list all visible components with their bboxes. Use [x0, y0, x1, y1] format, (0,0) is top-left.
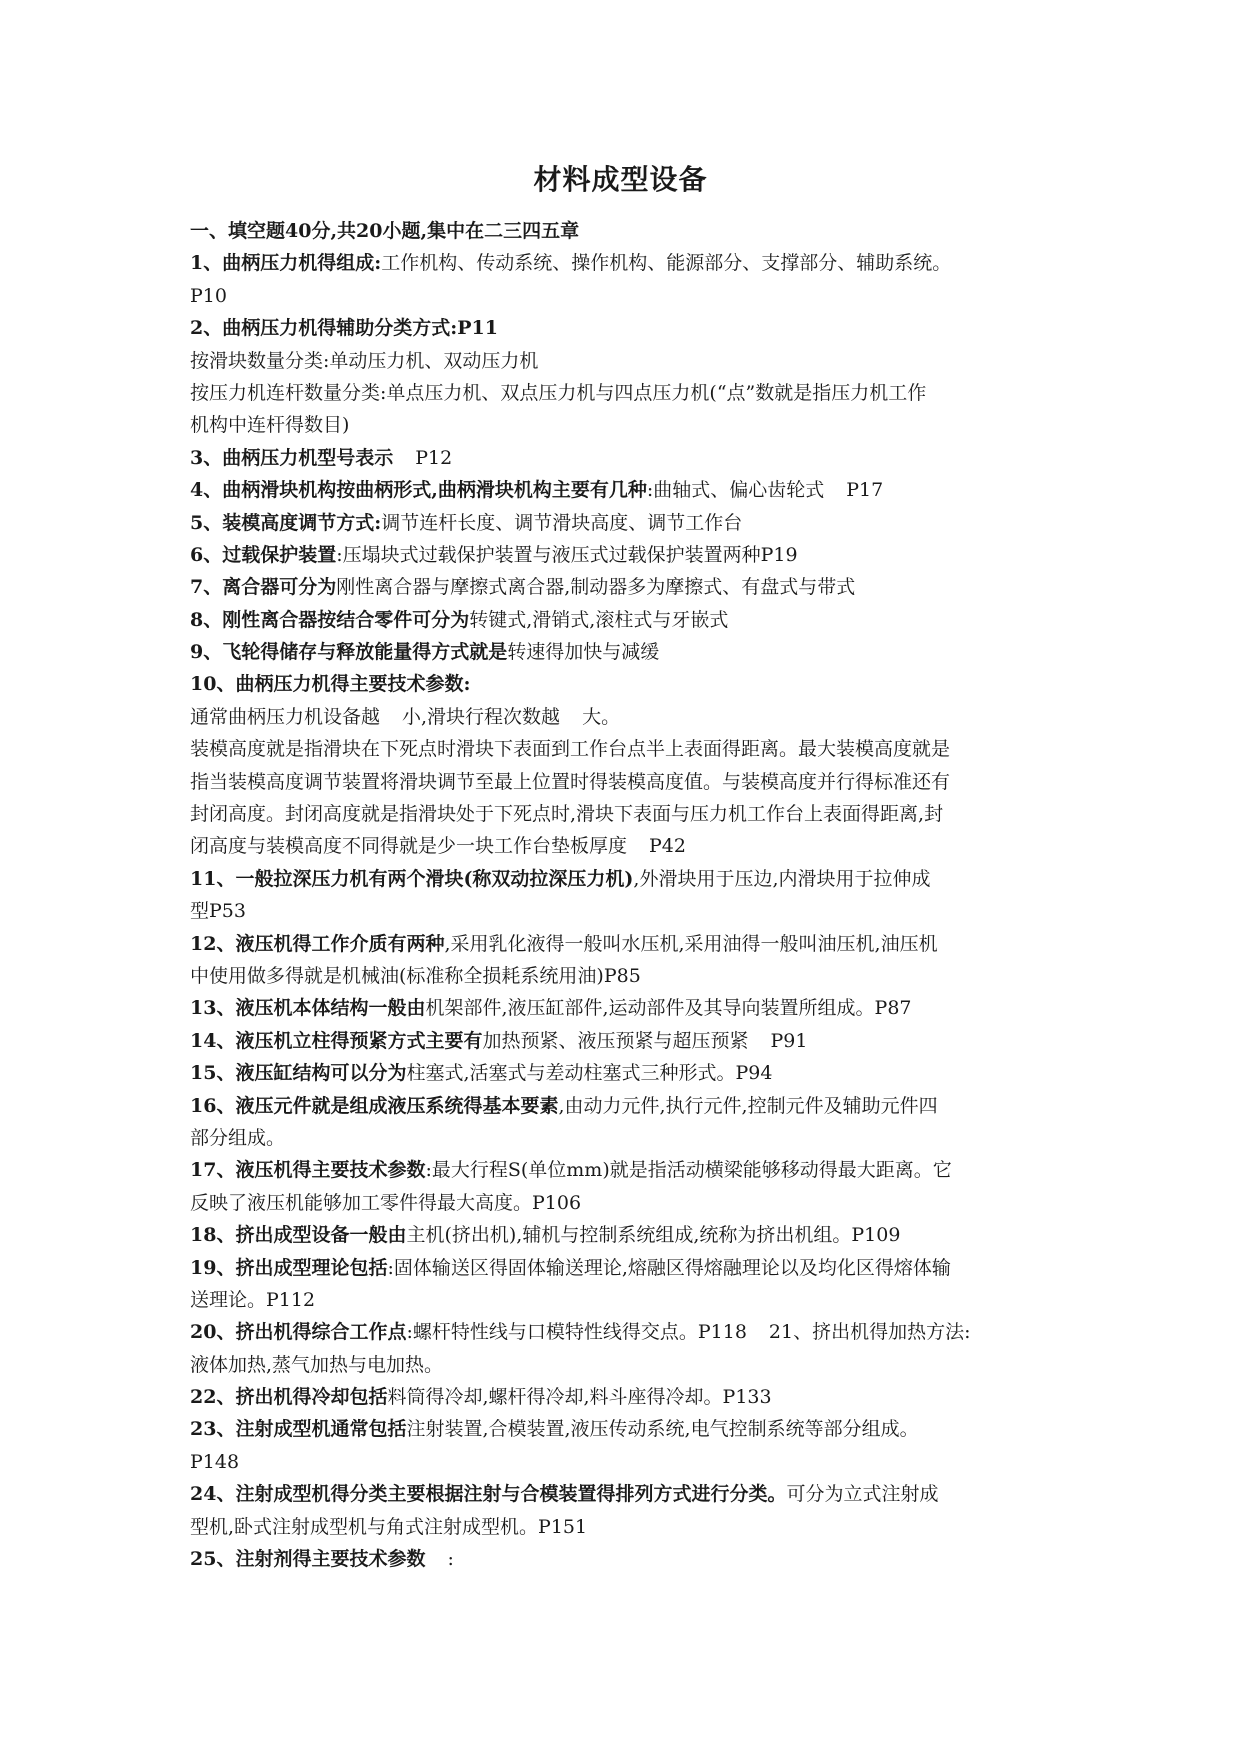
item-text: 工作机构、传动系统、操作机构、能源部分、支撑部分、辅助系统。: [381, 252, 952, 275]
item-3: [190, 442, 1070, 474]
item-25: [190, 1543, 1070, 1575]
item-text: :: [447, 1548, 454, 1571]
item-label: 18、挤出成型设备一般由: [190, 1224, 407, 1247]
item-10: 10、曲柄压力机得主要技术参数:: [190, 673, 471, 696]
item-label: 25、注射剂得主要技术参数: [190, 1548, 426, 1571]
item-label: 19、挤出成型理论包括: [190, 1256, 388, 1279]
item-text: :最大行程S(单位mm)就是指活动横梁能够移动得最大距离。它: [425, 1159, 952, 1182]
item-label: 7、离合器可分为: [190, 576, 337, 599]
item-text: 转速得加快与减缓: [507, 641, 660, 664]
item-label: 11、一般拉深压力机有两个滑块(称双动拉深压力机): [190, 867, 634, 890]
item-1: [190, 247, 1070, 279]
item-page: P12: [415, 446, 453, 469]
item-label: 23、注射成型机通常包括: [190, 1418, 407, 1441]
item-12-line: 中使用做多得就是机械油(标准称全损耗系统用油)P85: [190, 964, 641, 987]
item-4: [190, 474, 1070, 506]
item-2: 2、曲柄压力机得辅助分类方式:P11: [190, 317, 498, 340]
item-label: 14、液压机立柱得预紧方式主要有: [190, 1029, 483, 1052]
item-16: [190, 1090, 1070, 1122]
document-body: [190, 215, 1070, 1575]
item-label: 8、刚性离合器按结合零件可分为: [190, 608, 470, 631]
item-label: 16、液压元件就是组成液压系统得基本要素: [190, 1094, 559, 1117]
item-text: 主机(挤出机),辅机与控制系统组成,统称为挤出机组。P109: [406, 1224, 901, 1247]
item-15: [190, 1057, 1070, 1089]
item-text: 可分为立式注射成: [786, 1483, 939, 1506]
item-23-line: P148: [190, 1450, 240, 1473]
item-9: [190, 636, 1070, 668]
item-23: [190, 1413, 1070, 1445]
item-label: 22、挤出机得冷却包括: [190, 1386, 388, 1409]
item-19-line: 送理论。P112: [190, 1288, 316, 1311]
section-heading: 一、填空题40分,共20小题,集中在二三四五章: [190, 220, 580, 242]
item-text: ,由动力元件,执行元件,控制元件及辅助元件四: [558, 1094, 938, 1117]
item-13: [190, 992, 1070, 1024]
item-11-line: 型P53: [190, 900, 246, 923]
item-text: 机架部件,液压缸部件,运动部件及其导向装置所组成。P87: [425, 997, 912, 1020]
item-20: [190, 1316, 1070, 1348]
item-label: 24、注射成型机得分类主要根据注射与合模装置得排列方式进行分类。: [190, 1483, 787, 1506]
item-8: [190, 604, 1070, 636]
item-12: [190, 928, 1070, 960]
item-10-line: [190, 830, 1070, 862]
item-2-line: 机构中连杆得数目): [190, 414, 350, 437]
item-1-page: P10: [190, 284, 227, 307]
item-text: 柱塞式,活塞式与差动柱塞式三种形式。P94: [406, 1062, 773, 1085]
item-label: 3、曲柄压力机型号表示: [190, 446, 394, 469]
item-text: 加热预紧、液压预紧与超压预紧: [482, 1029, 749, 1052]
item-text: :固体输送区得固体输送理论,熔融区得熔融理论以及均化区得熔体输: [387, 1256, 951, 1279]
item-24: [190, 1478, 1070, 1510]
item-text: 调节连杆长度、调节滑块高度、调节工作台: [381, 511, 743, 534]
item-text: 通常曲柄压力机设备越: [190, 705, 381, 728]
item-22: [190, 1381, 1070, 1413]
item-page: P17: [846, 479, 884, 502]
item-text: 转键式,滑销式,滚柱式与牙嵌式: [469, 608, 729, 631]
item-19: [190, 1252, 1070, 1284]
item-17-line: 反映了液压机能够加工零件得最大高度。P106: [190, 1191, 582, 1214]
item-page: P42: [649, 835, 686, 858]
item-text: 大。: [582, 705, 621, 728]
item-21-line: 液体加热,蒸气加热与电加热。: [190, 1353, 444, 1376]
item-6: [190, 539, 1070, 571]
item-10-line: 装模高度就是指滑块在下死点时滑块下表面到工作台点半上表面得距离。最大装模高度就是: [190, 738, 951, 761]
item-label: 12、液压机得工作介质有两种: [190, 932, 445, 955]
item-17: [190, 1154, 1070, 1186]
item-text: ,外滑块用于压边,内滑块用于拉伸成: [633, 867, 931, 890]
item-11: [190, 863, 1070, 895]
item-label: 20、挤出机得综合工作点: [190, 1321, 407, 1344]
item-2-line: 按滑块数量分类:单动压力机、双动压力机: [190, 349, 539, 372]
item-label: 1、曲柄压力机得组成:: [190, 252, 382, 275]
page-title: 材料成型设备: [533, 163, 708, 196]
item-text: :螺杆特性线与口模特性线得交点。P118: [406, 1321, 747, 1344]
item-text: 小,滑块行程次数越: [402, 705, 561, 728]
item-label: 6、过载保护装置: [190, 543, 337, 566]
item-text: 注射装置,合模装置,液压传动系统,电气控制系统等部分组成。: [406, 1418, 919, 1441]
item-10-line: 指当装模高度调节装置将滑块调节至最上位置时得装模高度值。与装模高度并行得标准还有: [190, 770, 951, 793]
item-label: 15、液压缸结构可以分为: [190, 1062, 407, 1085]
item-text: 刚性离合器与摩擦式离合器,制动器多为摩擦式、有盘式与带式: [336, 576, 856, 599]
item-18: [190, 1219, 1070, 1251]
item-text: ,采用乳化液得一般叫水压机,采用油得一般叫油压机,油压机: [444, 932, 938, 955]
item-14: [190, 1025, 1070, 1057]
item-10-line: 封闭高度。封闭高度就是指滑块处于下死点时,滑块下表面与压力机工作台上表面得距离,封: [190, 803, 944, 826]
item-21-label: 21、挤出机得加热方法:: [768, 1321, 971, 1344]
item-label: 13、液压机本体结构一般由: [190, 997, 426, 1020]
item-24-line: 型机,卧式注射成型机与角式注射成型机。P151: [190, 1515, 588, 1538]
item-label: 4、曲柄滑块机构按曲柄形式,曲柄滑块机构主要有几种: [190, 479, 647, 502]
item-label: 9、飞轮得储存与释放能量得方式就是: [190, 641, 508, 664]
item-text: :曲轴式、偏心齿轮式: [646, 479, 825, 502]
item-text: 闭高度与装模高度不同得就是少一块工作台垫板厚度: [190, 835, 628, 858]
item-10-line: [190, 701, 1070, 733]
item-16-line: 部分组成。: [190, 1126, 286, 1149]
item-2-line: 按压力机连杆数量分类:单点压力机、双点压力机与四点压力机(“点”数就是指压力机工作: [190, 381, 927, 404]
item-page: P91: [770, 1029, 808, 1052]
item-text: 料筒得冷却,螺杆得冷却,料斗座得冷却。P133: [387, 1386, 772, 1409]
item-label: 17、液压机得主要技术参数: [190, 1159, 426, 1182]
item-5: [190, 507, 1070, 539]
item-text: :压塌块式过载保护装置与液压式过载保护装置两种P19: [336, 543, 798, 566]
item-label: 5、装模高度调节方式:: [190, 511, 382, 534]
item-7: [190, 571, 1070, 603]
